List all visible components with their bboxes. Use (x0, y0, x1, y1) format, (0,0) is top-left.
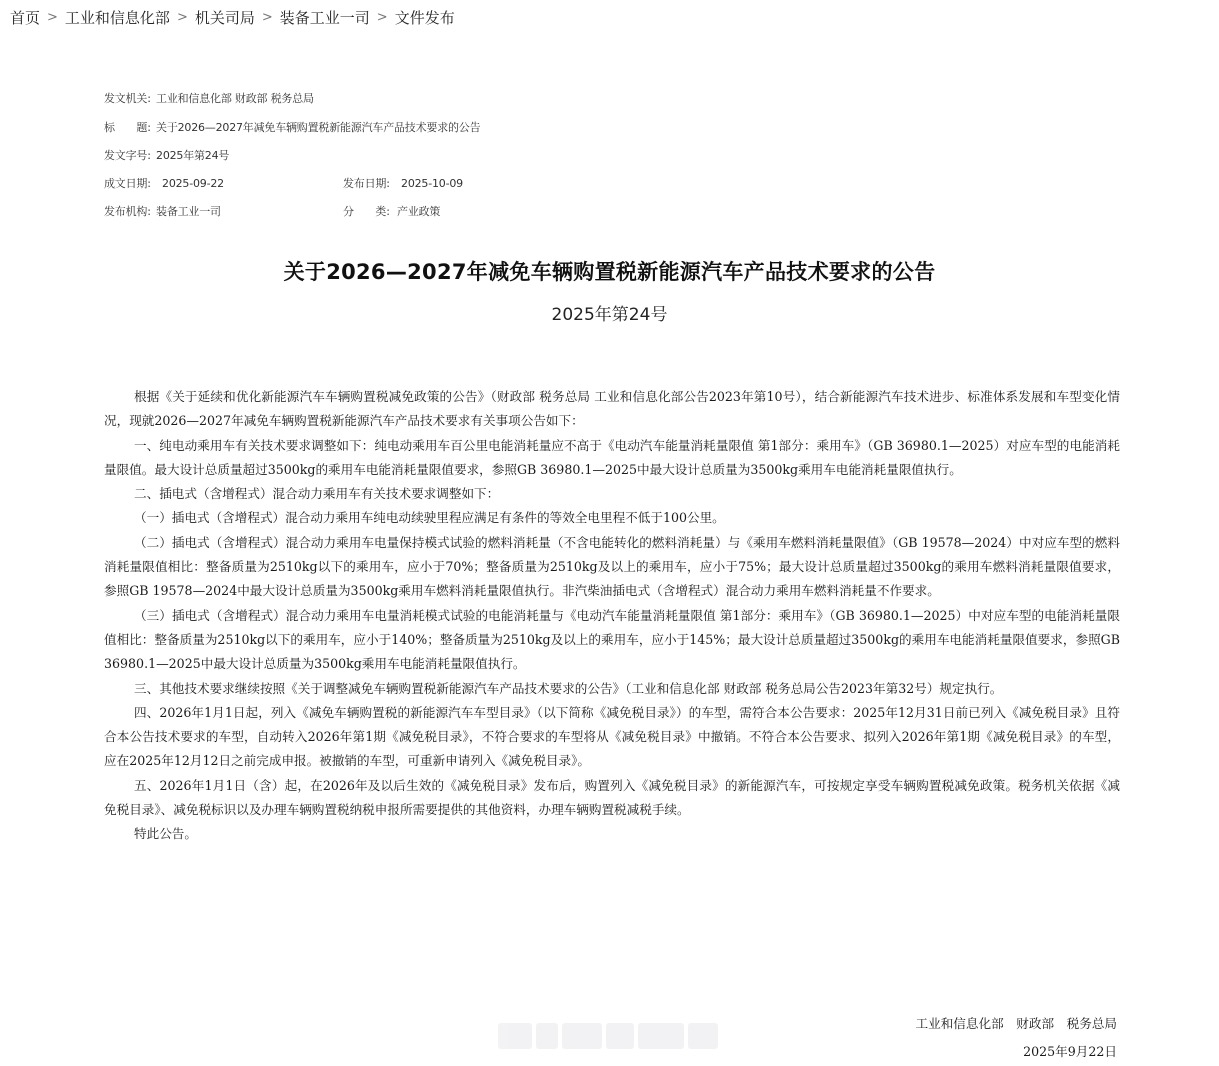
watermark-block (536, 1023, 558, 1049)
meta-title (104, 119, 480, 135)
breadcrumb-departments-link[interactable]: 机关司局 (194, 8, 255, 27)
document-number: 2025年第24号 (551, 305, 668, 325)
signature-org: 工业和信息化部 财政部 税务总局 (915, 1016, 1117, 1031)
meta-publisher-value: 装备工业一司 (156, 205, 221, 218)
breadcrumb-separator: > (376, 9, 388, 25)
paragraph-item-1: 一、纯电动乘用车有关技术要求调整如下：纯电动乘用车百公里电能消耗量应不高于《电动汽车能量消耗量限值 第1部分：乘用车》（GB 36980.1—2025）对应车型的电能消耗量限值。最大设计总质量超过3500kg的乘用车电能消耗量限值要求，参照GB 36980.1—2025中最大设计总质量为3500kg乘用车电能消耗量限值执行。 (104, 437, 1120, 477)
watermark-block (688, 1023, 718, 1049)
breadcrumb-separator: > (261, 9, 273, 25)
paragraph-preamble: 根据《关于延续和优化新能源汽车车辆购置税减免政策的公告》（财政部 税务总局 工业和信息化部公告2023年第10号），结合新能源汽车技术进步、标准体系发展和车型变化情况，现就2026—2027年减免车辆购置税新能源汽车产品技术要求有关事项公告如下： (104, 389, 1120, 429)
meta-published-value: 2025-10-09 (401, 177, 463, 190)
meta-category-label: 分 类: (343, 205, 390, 218)
meta-category-value: 产业政策 (397, 205, 441, 218)
paragraph-item-2-2: （二）插电式（含增程式）混合动力乘用车电量保持模式试验的燃料消耗量（不含电能转化的燃料消耗量）与《乘用车燃料消耗量限值》（GB 19578—2024）中对应车型的燃料消耗量限值相比：整备质量为2510kg以下的乘用车，应小于70%；整备质量为2510kg及以上的乘用车，应小于75%；最大设计总质量超过3500kg的乘用车燃料消耗量限值要求，参照GB 19578—2024中最大设计总质量为3500kg乘用车燃料消耗量限值执行。非汽柴油插电式（含增程式）混合动力乘用车燃料消耗量不作要求。 (104, 534, 1120, 599)
meta-published-label: 发布日期: (343, 177, 390, 190)
document-title: 关于2026—2027年减免车辆购置税新能源汽车产品技术要求的公告 (283, 260, 936, 284)
watermark (498, 1018, 730, 1054)
meta-issuer (104, 90, 314, 106)
paragraph-item-2-3: （三）插电式（含增程式）混合动力乘用车电量消耗模式试验的电能消耗量与《电动汽车能量消耗量限值 第1部分：乘用车》（GB 36980.1—2025）中对应车型的电能消耗量限值相比：整备质量为2510kg以下的乘用车，应小于140%；整备质量为2510kg及以上的乘用车，应小于145%；最大设计总质量超过3500kg的乘用车电能消耗量限值要求，参照GB 36980.1—2025中最大设计总质量为3500kg乘用车电能消耗量限值执行。 (104, 607, 1120, 672)
paragraph-item-4: 四、2026年1月1日起，列入《减免车辆购置税的新能源汽车车型目录》（以下简称《减免税目录》）的车型，需符合本公告要求：2025年12月31日前已列入《减免税目录》且符合本公告技术要求的车型，自动转入2026年第1期《减免税目录》，不符合要求的车型将从《减免税目录》中撤销。不符合本公告要求、拟列入2026年第1期《减免税目录》的车型，应在2025年12月12日之前完成申报。被撤销的车型，可重新申请列入《减免税目录》。 (104, 704, 1120, 769)
meta-publisher (104, 203, 221, 219)
breadcrumb-equipment-dept-link[interactable]: 装备工业一司 (279, 8, 370, 27)
breadcrumb-file-release-link[interactable]: 文件发布 (394, 8, 455, 27)
meta-created-date (104, 175, 224, 191)
document-body (104, 385, 1120, 847)
breadcrumb-separator: > (176, 9, 188, 25)
meta-category (343, 203, 440, 219)
meta-issuer-value: 工业和信息化部 财政部 税务总局 (156, 92, 314, 105)
meta-published-date (343, 175, 463, 191)
meta-doc-number-value: 2025年第24号 (156, 149, 230, 162)
breadcrumb (10, 6, 455, 28)
meta-created-label: 成文日期: (104, 177, 151, 190)
paragraph-item-2-1: （一）插电式（含增程式）混合动力乘用车纯电动续驶里程应满足有条件的等效全电里程不低于100公里。 (134, 510, 725, 526)
breadcrumb-miit-link[interactable]: 工业和信息化部 (64, 8, 170, 27)
paragraph-item-3: 三、其他技术要求继续按照《关于调整减免车辆购置税新能源汽车产品技术要求的公告》（工业和信息化部 财政部 税务总局公告2023年第32号）规定执行。 (134, 680, 1003, 696)
breadcrumb-home-link[interactable]: 首页 (10, 8, 41, 27)
meta-created-value: 2025-09-22 (162, 177, 224, 190)
watermark-block (498, 1023, 532, 1049)
paragraph-item-2: 二、插电式（含增程式）混合动力乘用车有关技术要求调整如下： (134, 486, 500, 502)
signature-date: 2025年9月22日 (1023, 1044, 1117, 1059)
paragraph-closing: 特此公告。 (134, 826, 197, 842)
breadcrumb-separator: > (47, 9, 58, 25)
watermark-block (562, 1023, 602, 1049)
meta-title-value: 关于2026—2027年减免车辆购置税新能源汽车产品技术要求的公告 (156, 121, 481, 134)
meta-doc-number (104, 147, 229, 163)
watermark-block (638, 1023, 684, 1049)
meta-doc-number-label: 发文字号: (104, 149, 151, 162)
watermark-block (606, 1023, 634, 1049)
paragraph-item-5: 五、2026年1月1日（含）起，在2026年及以后生效的《减免税目录》发布后，购置列入《减免税目录》的新能源汽车，可按规定享受车辆购置税减免政策。税务机关依据《减免税目录》、减免税标识以及办理车辆购置税纳税申报所需要提供的其他资料，办理车辆购置税减税手续。 (104, 777, 1120, 818)
meta-title-label: 标 题: (104, 121, 151, 134)
meta-publisher-label: 发布机构: (104, 205, 151, 218)
meta-issuer-label: 发文机关: (104, 92, 151, 105)
